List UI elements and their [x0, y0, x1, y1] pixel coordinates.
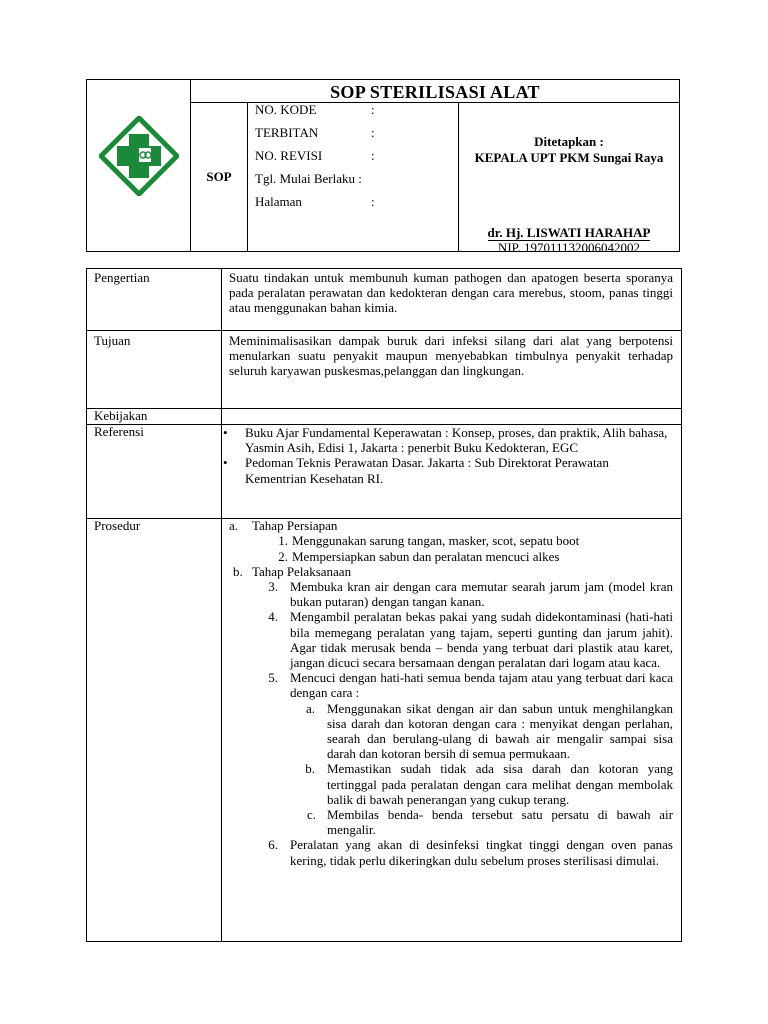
- document-title: SOP STERILISASI ALAT: [191, 80, 679, 103]
- meta-label: NO. REVISI: [255, 148, 323, 163]
- meta-no-revisi: [255, 148, 375, 164]
- procedure-step: 2. Mempersiapkan sabun dan peralatan mencuci alkes: [278, 548, 560, 564]
- procedure-substep: b. Memastikan sudah tidak ada sisa darah dan kotoran yang tertinggal pada peralatan dengan cara melihat dengan membolak balik di bawah penerangan yang cukup terang.: [305, 761, 673, 807]
- row-label: Referensi: [94, 424, 144, 439]
- meta-halaman: [255, 194, 375, 210]
- meta-label: TERBITAN: [255, 125, 319, 140]
- row-label: Prosedur: [94, 518, 141, 533]
- procedure-step: 5. Mencuci dengan hati-hati semua benda tajam atau yang terbuat dari kaca dengan cara :: [268, 670, 673, 701]
- row-prosedur: [87, 519, 681, 941]
- reference-list: [223, 425, 673, 486]
- sop-content-table: [86, 268, 682, 942]
- procedure-step: 3. Membuka kran air dengan cara memutar searah jarum jam (model kran bukan putaran) dengan tangan kanan.: [268, 579, 673, 610]
- signer-nip: NIP. 197011132006042002: [497, 240, 641, 255]
- ditetapkan-label: Ditetapkan :: [534, 134, 604, 149]
- row-kebijakan: [87, 409, 681, 425]
- procedure-stage: b. Tahap Pelaksanaan: [233, 563, 352, 579]
- reference-item: • Pedoman Teknis Perawatan Dasar. Jakarta : Sub Direktorat Perawatan Kementrian Kesehatan RI.: [223, 455, 609, 486]
- meta-terbitan: [255, 125, 375, 141]
- procedure-step: 6. Peralatan yang akan di desinfeksi tingkat tinggi dengan oven panas kering, tidak perlu dikeringkan dulu sebelum proses sterilisasi dimulai.: [268, 837, 673, 868]
- meta-colon: :: [371, 148, 375, 163]
- header-table: [86, 79, 680, 255]
- procedure-stage: a. Tahap Persiapan: [229, 518, 338, 533]
- row-label: Pengertian: [94, 270, 150, 285]
- meta-label: Halaman: [255, 194, 302, 209]
- puskesmas-logo-icon: [99, 116, 179, 196]
- procedure-substep: a. Menggunakan sikat dengan air dan sabun untuk menghilangkan sisa darah dan kotoran dengan cara : menyikat dengan perlahan, searah dan berulang-ulang di bawah air mengalir sampai sisa darah dan kotoran bersih di semua permukaan.: [305, 700, 673, 762]
- meta-label: NO. KODE: [255, 102, 317, 117]
- meta-colon: :: [371, 102, 375, 117]
- procedure-list: [87, 518, 673, 868]
- procedure-substep: c. Membilas benda- benda tersebut satu persatu di bawah air mengalir.: [306, 807, 673, 838]
- row-label: Kebijakan: [94, 408, 148, 423]
- row-referensi: [87, 425, 681, 519]
- kepala-label: KEPALA UPT PKM Sungai Raya: [474, 150, 664, 165]
- meta-no-kode: [255, 102, 375, 118]
- meta-tgl-mulai: [255, 171, 362, 187]
- tujuan-text: Meminimalisasikan dampak buruk dari infeksi silang dari alat yang berpotensi menularkan suatu penyakit maupun menyebabkan timbulnya penyakit terhadap seluruh karyawan puskesmas,pelanggan dan lingkungan.: [229, 333, 673, 379]
- authorization-cell: [459, 103, 679, 255]
- pengertian-text: Suatu tindakan untuk membunuh kuman pathogen dan apatogen beserta sporanya pada peralatan perawatan dan kedokteran dengan cara merebus, stoom, panas tinggi atau menggunakan bahan kimia.: [229, 270, 673, 316]
- procedure-step: 1. Menggunakan sarung tangan, masker, scot, sepatu boot: [278, 533, 580, 549]
- row-label: Tujuan: [94, 333, 131, 348]
- sop-label: SOP: [191, 103, 248, 251]
- meta-colon: :: [371, 194, 375, 209]
- document-meta: [248, 103, 459, 251]
- logo-cell: [87, 80, 191, 251]
- meta-colon: :: [371, 125, 375, 140]
- row-pengertian: [87, 269, 681, 331]
- procedure-step: 4. Mengambil peralatan bekas pakai yang sudah didekontaminasi (hati-hati bila memegang peralatan yang tajam, seperti gunting dan jarum jahit). Agar tidak merusak benda – benda yang terbuat dari plastik atau karet, jangan dicuci secara bersamaan dengan peralatan dari logam atau kaca.: [268, 609, 673, 671]
- signer-name: dr. Hj. LISWATI HARAHAP: [487, 225, 651, 240]
- row-tujuan: [87, 331, 681, 409]
- reference-item: • Buku Ajar Fundamental Keperawatan : Konsep, proses, dan praktik, Alih bahasa, Yasmin Asih, Edisi 1, Jakarta : penerbit Buku Kedokteran, EGC: [223, 425, 668, 456]
- meta-colon: :: [358, 171, 362, 186]
- meta-label: Tgl. Mulai Berlaku: [255, 171, 356, 186]
